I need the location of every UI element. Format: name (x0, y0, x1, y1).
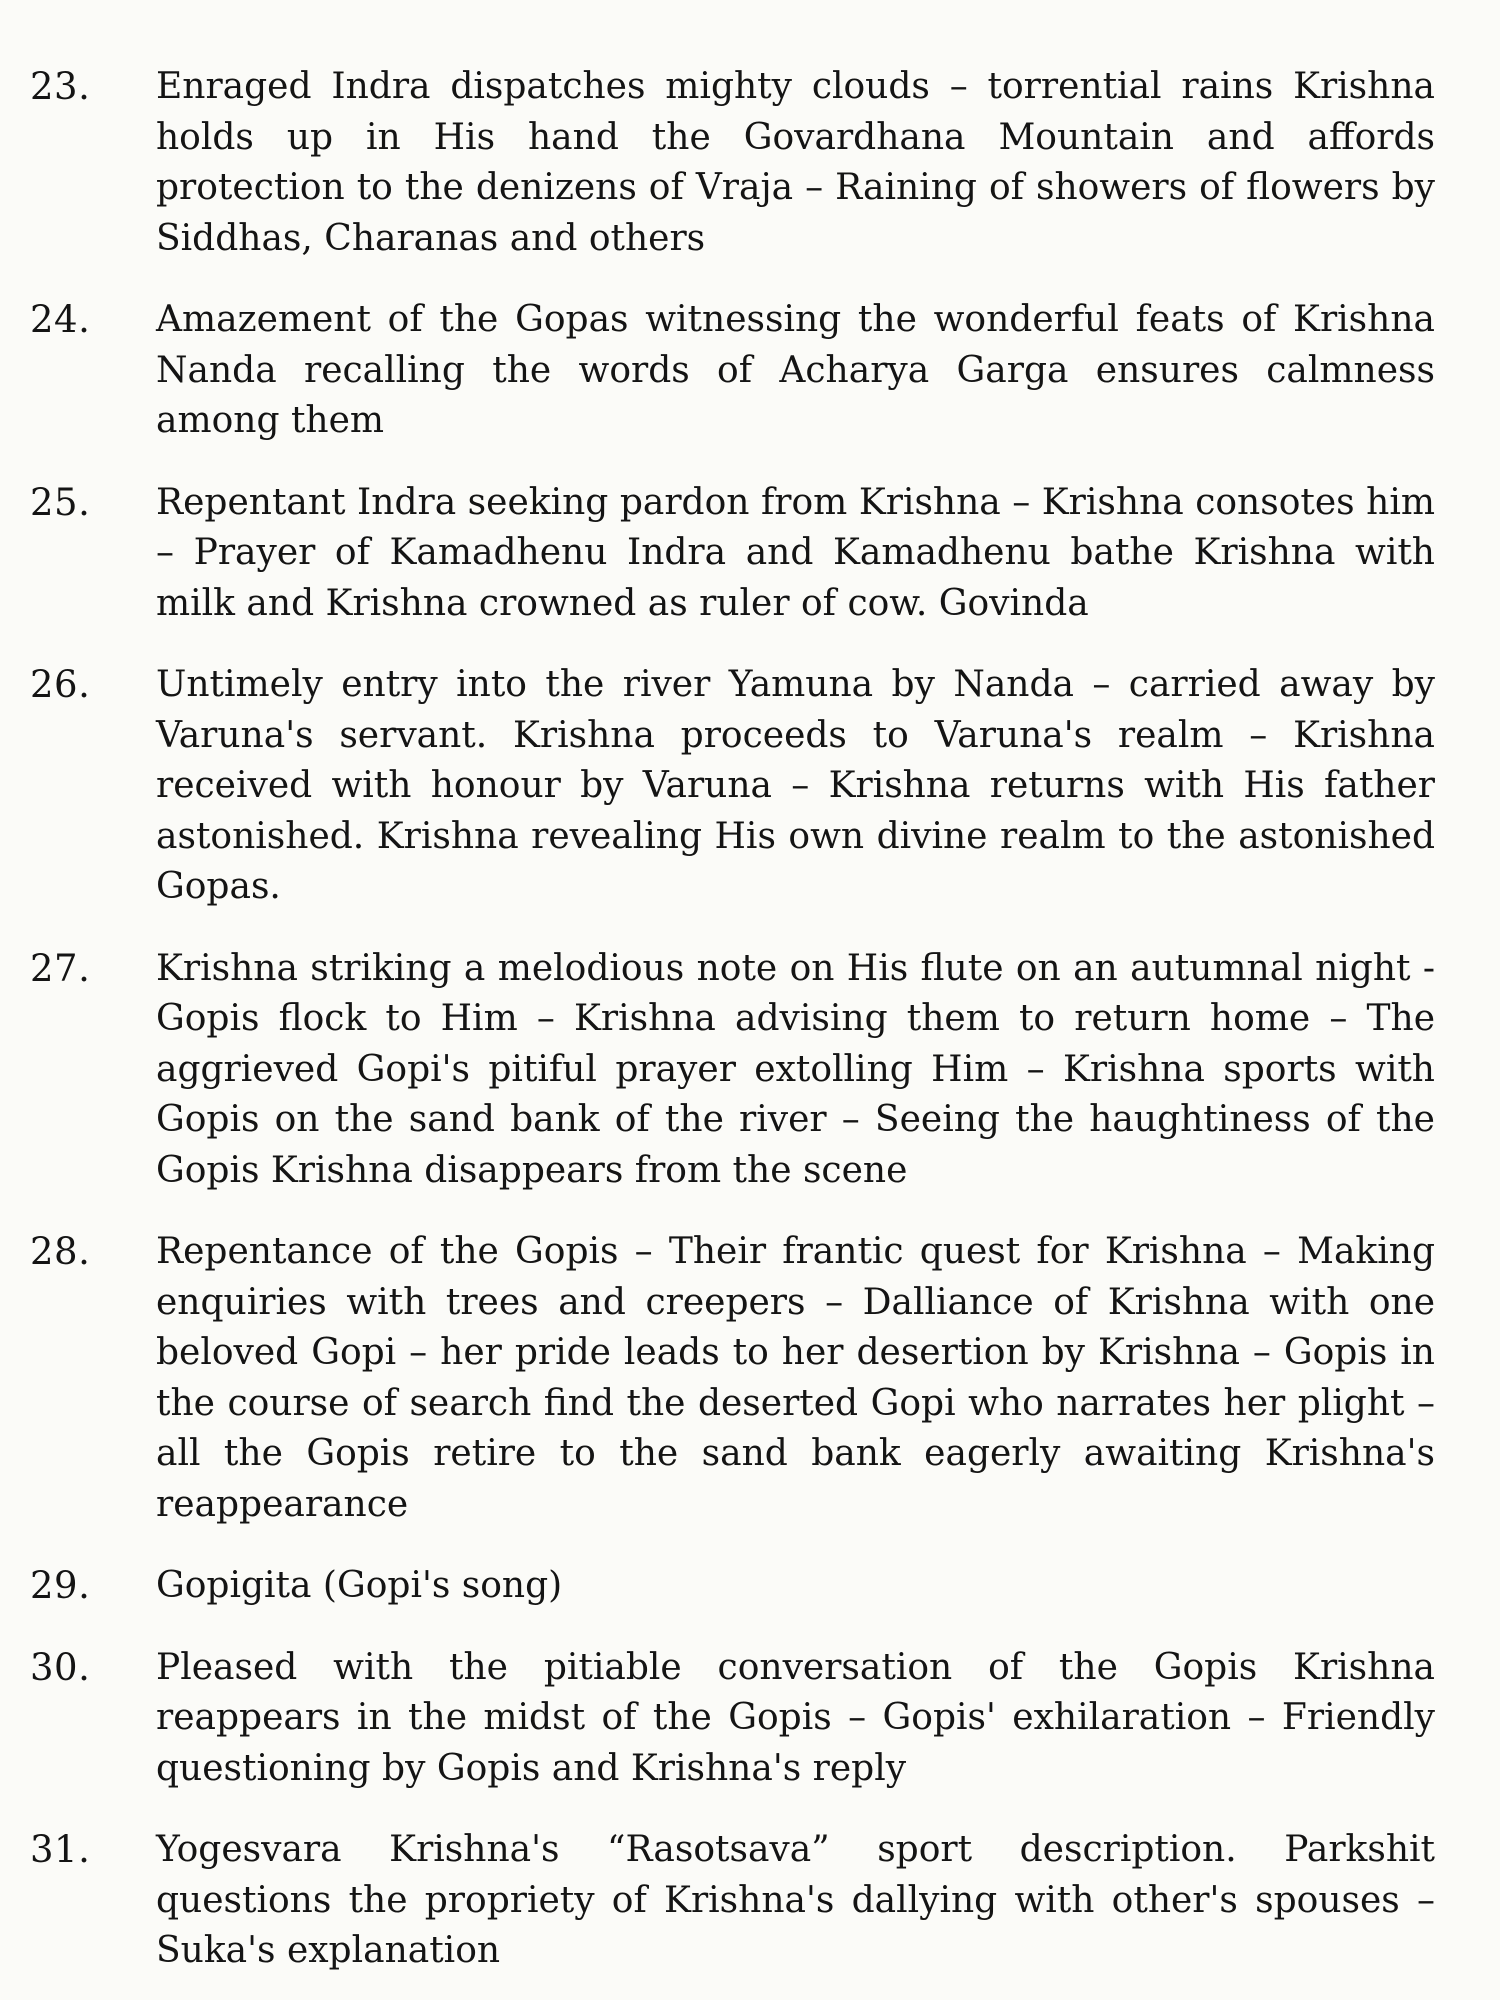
entry-number: 23. (30, 65, 91, 108)
entry-number: 29. (30, 1564, 91, 1607)
contents-entry-28 (30, 1227, 1435, 1530)
contents-entry-29 (30, 1561, 1435, 1612)
contents-entry-27 (30, 944, 1435, 1197)
entry-description: Yogesvara Krishna's “Rasotsava” sport description. Parkshit questions the propriety of Krishna's dallying with other's spouses – Suka's explanation (156, 1829, 1435, 1971)
entry-description: Amazement of the Gopas witnessing the wonderful feats of Krishna Nanda recalling the words of Acharya Garga ensures calmness among them (156, 299, 1435, 441)
entry-description: Untimely entry into the river Yamuna by Nanda – carried away by Varuna's servant. Krishna proceeds to Varuna's realm – Krishna received with honour by Varuna – Krishna returns with His father astonished. Krishna revealing His own divine realm to the astonished Gopas. (156, 664, 1435, 907)
entry-description: Krishna striking a melodious note on His flute on an autumnal night - Gopis flock to Him – Krishna advising them to return home – The aggrieved Gopi's pitiful prayer extolling Him – Krishna sports with Gopis on the sand bank of the river – Seeing the haughtiness of the Gopis Krishna disappears from the scene (156, 947, 1435, 1191)
entry-number: 27. (30, 946, 91, 990)
contents-entry-25 (30, 478, 1435, 630)
entry-number: 31. (30, 1828, 91, 1871)
entry-description: Enraged Indra dispatches mighty clouds – torrential rains Krishna holds up in His hand the Govardhana Mountain and affords protection to the denizens of Vraja – Raining of showers of flowers by Siddhas, Charanas and others (156, 66, 1435, 259)
entry-number: 26. (30, 663, 91, 706)
entry-description: Pleased with the pitiable conversation of the Gopis Krishna reappears in the midst of the Gopis – Gopis' exhilaration – Friendly questioning by Gopis and Krishna's reply (156, 1646, 1435, 1789)
contents-entry-30 (30, 1643, 1435, 1795)
entry-number: 24. (30, 298, 91, 341)
entry-description: Repentant Indra seeking pardon from Krishna – Krishna consotes him – Prayer of Kamadhenu Indra and Kamadhenu bathe Krishna with milk and Krishna crowned as ruler of cow. Govinda (156, 481, 1435, 624)
contents-entry-31 (30, 1825, 1435, 1977)
entry-description: Gopigita (Gopi's song) (156, 1565, 563, 1606)
entry-number: 25. (30, 480, 91, 524)
entry-description: Repentance of the Gopis – Their frantic quest for Krishna – Making enquiries with trees and creepers – Dalliance of Krishna with one beloved Gopi – her pride leads to her desertion by Krishna – Gopis in the course of search find the deserted Gopi who narrates her plight – all the Gopis retire to the sand bank eagerly awaiting Krishna's reappearance (156, 1231, 1435, 1525)
entry-number: 28. (30, 1230, 91, 1273)
contents-entry-23 (30, 62, 1435, 264)
contents-entry-26 (30, 660, 1435, 913)
contents-entry-24 (30, 295, 1435, 447)
entry-number: 30. (30, 1645, 91, 1689)
